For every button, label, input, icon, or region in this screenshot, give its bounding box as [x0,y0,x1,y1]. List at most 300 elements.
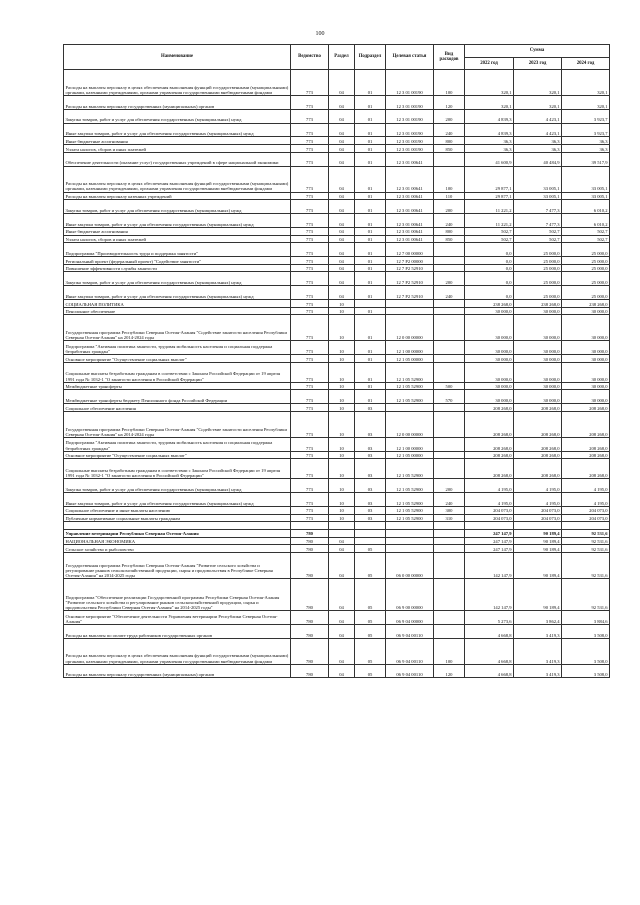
row-razd: 10 [329,355,355,363]
row-podr: 01 [355,192,386,200]
row-sum-2022: 30 000,0 [465,390,514,404]
row-sum-2022: 30 000,0 [465,315,514,341]
row-sum-2024: 3 508,0 [562,624,610,638]
row-sum-2024: 3 508,0 [562,638,610,664]
row-razd: 04 [329,579,355,611]
row-name: Повышение эффективности службы занятости [64,264,291,272]
table-row [64,257,610,265]
row-sum-2024: 204 073,0 [562,506,610,514]
row-sum-2023: 33 005,1 [514,166,562,192]
row-sum-2024: 92 531,6 [562,529,610,537]
row-sum-2024: 25 000,0 [562,264,610,272]
row-podr [355,529,386,537]
row-podr: 05 [355,553,386,579]
row-ved: 773 [291,137,329,145]
row-name: Иные закупки товаров, работ и услуг для обеспечения государственных (муниципальных) нужд [64,493,291,507]
row-name: Подпрограмма "Производительность труда и поддержка занятости" [64,243,291,257]
row-sum-2023: 3 862,4 [514,611,562,625]
row-razd: 10 [329,404,355,412]
row-vr [434,411,465,437]
table-row [64,459,610,479]
header-summa: Сумма [465,45,610,58]
row-cs: 12 3 01 00190 [386,145,434,153]
table-row [64,96,610,110]
page-number: 100 [315,31,325,37]
row-sum-2022: 208 268,0 [465,404,514,412]
row-razd: 10 [329,299,355,307]
row-sum-2022: 208 268,0 [465,459,514,479]
row-sum-2023: 36,3 [514,145,562,153]
row-sum-2024: 208 268,0 [562,404,610,412]
row-sum-2022: 29 877,1 [465,192,514,200]
row-cs: 12 1 05 52900 [386,506,434,514]
row-razd: 04 [329,243,355,257]
table-row [64,437,610,451]
row-name: Иные закупки товаров, работ и услуг для обеспечения государственных (муниципальных) нужд [64,123,291,137]
row-sum-2022: 247 147,9 [465,545,514,553]
row-vr [434,264,465,272]
row-sum-2023: 208 268,0 [514,437,562,451]
row-cs: 12 7 P2 00000 [386,257,434,265]
row-vr [434,522,465,530]
row-podr: 01 [355,227,386,235]
row-ved: 773 [291,286,329,300]
row-ved: 773 [291,243,329,257]
row-razd: 10 [329,514,355,522]
row-sum-2023: 30 000,0 [514,315,562,341]
row-podr: 01 [355,272,386,286]
row-razd: 10 [329,362,355,382]
row-cs [386,404,434,412]
row-sum-2024: 92 531,6 [562,579,610,611]
row-podr: 01 [355,145,386,153]
row-podr: 01 [355,214,386,228]
row-razd: 04 [329,109,355,123]
row-podr: 03 [355,459,386,479]
row-razd [329,522,355,530]
row-name [64,522,291,530]
row-name: Основное мероприятие "Осуществление социальных выплат" [64,355,291,363]
row-cs: 12 1 05 52900 [386,382,434,390]
row-razd: 04 [329,272,355,286]
row-vr: 500 [434,382,465,390]
row-sum-2024: 208 268,0 [562,459,610,479]
row-sum-2022: 0,0 [465,286,514,300]
row-ved: 780 [291,664,329,678]
row-sum-2024: 92 531,6 [562,545,610,553]
table-row [64,299,610,307]
row-sum-2024: 208 268,0 [562,437,610,451]
row-sum-2022: 4 195,0 [465,493,514,507]
row-ved: 773 [291,459,329,479]
row-sum-2022: 0,0 [465,272,514,286]
row-podr: 03 [355,411,386,437]
row-sum-2023: 502,7 [514,235,562,243]
row-sum-2023: 90 189,4 [514,545,562,553]
row-name: Государственная программа Республики Северная Осетия-Алания "Развитие сельского хозяйства и регулирование рынков сельскохозяйственной продукции, сырья и продовольствия в Республике Северная Осетия-Алания" на 2014-2025 годы [64,553,291,579]
row-vr [434,341,465,355]
row-sum-2024: 30 000,0 [562,341,610,355]
row-sum-2022: 0,0 [465,264,514,272]
row-razd: 04 [329,286,355,300]
row-cs: 12 7 P2 52910 [386,286,434,300]
header-razd: Раздел [329,45,355,70]
row-cs: 06 9 04 00110 [386,638,434,664]
table-row [64,493,610,507]
row-razd: 04 [329,264,355,272]
row-podr: 01 [355,315,386,341]
table-row [64,137,610,145]
row-sum-2022: 208 268,0 [465,411,514,437]
row-ved: 780 [291,611,329,625]
table-row [64,272,610,286]
row-sum-2022: 11 221,2 [465,200,514,214]
table-row [64,166,610,192]
row-sum-2024: 36,3 [562,137,610,145]
header-vr: Вид расходов [434,45,465,70]
row-podr: 01 [355,152,386,166]
table-row [64,307,610,315]
row-name: Региональный проект (федеральный проект) "Содействие занятости" [64,257,291,265]
table-row [64,638,610,664]
row-name: СОЦИАЛЬНАЯ ПОЛИТИКА [64,299,291,307]
row-name: Расходы на выплаты персоналу в целях обеспечения выполнения функций государственными (муниципальными) органами, казенными учреждениями, органами управления государственными внебюджетными фондами [64,70,291,96]
row-ved: 773 [291,145,329,153]
row-sum-2022: 238 268,0 [465,299,514,307]
row-cs: 12 3 01 00190 [386,109,434,123]
row-sum-2023: 4 195,0 [514,493,562,507]
row-razd: 04 [329,166,355,192]
table-row [64,611,610,625]
row-sum-2024: 36,3 [562,145,610,153]
row-cs: 12 1 05 52900 [386,479,434,493]
row-vr [434,553,465,579]
row-ved: 773 [291,299,329,307]
row-vr: 240 [434,123,465,137]
row-cs: 12 3 01 00190 [386,123,434,137]
row-razd: 10 [329,479,355,493]
row-sum-2024: 502,7 [562,227,610,235]
row-vr: 110 [434,192,465,200]
row-vr [434,404,465,412]
row-ved: 773 [291,307,329,315]
row-sum-2022: 320,1 [465,70,514,96]
row-cs [386,299,434,307]
row-cs: 12 3 01 00190 [386,96,434,110]
row-ved: 773 [291,109,329,123]
row-sum-2024: 4 195,0 [562,493,610,507]
row-cs: 12 0 00 00000 [386,315,434,341]
row-podr: 03 [355,493,386,507]
row-sum-2022: 208 268,0 [465,451,514,459]
row-ved: 780 [291,624,329,638]
row-razd: 10 [329,411,355,437]
table-row [64,109,610,123]
row-sum-2023: 502,7 [514,227,562,235]
row-sum-2024: 92 531,6 [562,553,610,579]
row-vr: 310 [434,514,465,522]
header-year-2024: 2024 год [562,58,610,70]
row-cs [386,545,434,553]
header-year-2023: 2023 год [514,58,562,70]
row-sum-2023: 320,1 [514,70,562,96]
row-cs: 12 3 01 00641 [386,235,434,243]
row-name: Расходы на выплаты персоналу в целях обеспечения выполнения функций государственными (муниципальными) органами, казенными учреждениями, органами управления государственными внебюджетными фондами [64,166,291,192]
row-sum-2022: 36,3 [465,137,514,145]
row-sum-2022: 30 000,0 [465,362,514,382]
row-sum-2023: 30 000,0 [514,382,562,390]
row-podr [355,299,386,307]
row-podr: 03 [355,506,386,514]
row-ved: 773 [291,200,329,214]
row-cs: 06 0 00 00000 [386,553,434,579]
row-podr: 05 [355,664,386,678]
row-sum-2023: 320,1 [514,96,562,110]
row-sum-2023: 3 419,3 [514,624,562,638]
row-ved: 773 [291,493,329,507]
row-razd: 04 [329,145,355,153]
row-cs: 06 9 04 00110 [386,664,434,678]
row-podr: 01 [355,137,386,145]
row-ved: 780 [291,638,329,664]
header-cs: Целевая статья [386,45,434,70]
row-name: Уплата налогов, сборов и иных платежей [64,145,291,153]
row-sum-2022: 247 147,9 [465,529,514,537]
row-name: Социальное обеспечение населения [64,404,291,412]
row-ved: 773 [291,70,329,96]
row-sum-2023: 36,3 [514,137,562,145]
row-ved: 773 [291,390,329,404]
row-ved: 773 [291,362,329,382]
row-sum-2024: 30 000,0 [562,307,610,315]
row-ved: 773 [291,437,329,451]
table-row [64,264,610,272]
row-name: Подпрограмма "Активная политика занятости, трудовая мобильность населения и социальная поддержка безработных граждан" [64,437,291,451]
row-sum-2023: 25 000,0 [514,257,562,265]
row-razd: 10 [329,390,355,404]
row-sum-2023: 25 000,0 [514,286,562,300]
row-cs: 12 3 01 00641 [386,227,434,235]
table-row [64,355,610,363]
row-vr: 850 [434,145,465,153]
row-vr: 850 [434,235,465,243]
table-row [64,152,610,166]
row-cs: 12 1 05 00000 [386,451,434,459]
row-ved: 773 [291,235,329,243]
row-vr: 100 [434,166,465,192]
row-podr: 01 [355,341,386,355]
row-vr [434,362,465,382]
row-vr: 240 [434,286,465,300]
row-sum-2023: 204 073,0 [514,514,562,522]
row-ved: 780 [291,553,329,579]
row-sum-2023: 3 419,3 [514,638,562,664]
row-podr [355,522,386,530]
row-sum-2023: 40 484,9 [514,152,562,166]
row-sum-2022 [465,522,514,530]
row-razd: 04 [329,624,355,638]
row-sum-2024: 3 923,7 [562,123,610,137]
row-razd: 04 [329,137,355,145]
row-vr: 100 [434,70,465,96]
row-sum-2024: 25 000,0 [562,272,610,286]
row-razd [329,529,355,537]
row-name: Межбюджетные трансферты [64,382,291,390]
row-vr: 570 [434,390,465,404]
row-name: НАЦИОНАЛЬНАЯ ЭКОНОМИКА [64,537,291,545]
row-vr [434,459,465,479]
row-vr [434,529,465,537]
row-sum-2022: 142 147,9 [465,579,514,611]
row-cs: 12 1 00 00000 [386,341,434,355]
row-vr: 300 [434,506,465,514]
row-cs: 12 1 05 00000 [386,355,434,363]
row-sum-2023: 33 005,1 [514,192,562,200]
row-vr [434,545,465,553]
row-sum-2022: 320,1 [465,96,514,110]
row-sum-2023: 208 268,0 [514,404,562,412]
row-cs: 12 1 05 52900 [386,493,434,507]
row-cs: 12 1 05 52900 [386,514,434,522]
row-podr: 01 [355,382,386,390]
row-name: Закупка товаров, работ и услуг для обеспечения государственных (муниципальных) нужд [64,200,291,214]
row-podr: 01 [355,166,386,192]
row-vr: 800 [434,137,465,145]
row-sum-2022: 142 147,9 [465,553,514,579]
row-name: Социальные выплаты безработным гражданам в соответствии с Законом Российской Федерации от 19 апреля 1991 года № 1032-1 "О занятости населения в Российской Федерации" [64,362,291,382]
row-sum-2022: 204 073,0 [465,514,514,522]
row-podr: 05 [355,545,386,553]
row-sum-2024: 320,1 [562,96,610,110]
row-sum-2024: 30 000,0 [562,382,610,390]
row-sum-2024: 3 508,0 [562,664,610,678]
row-ved: 773 [291,479,329,493]
row-sum-2022: 0,0 [465,243,514,257]
row-sum-2022: 11 221,2 [465,214,514,228]
row-podr: 05 [355,611,386,625]
row-sum-2024: 30 000,0 [562,355,610,363]
row-razd: 04 [329,553,355,579]
row-name: Социальное обеспечение и иные выплаты населению [64,506,291,514]
row-sum-2023: 30 000,0 [514,341,562,355]
row-sum-2023: 30 000,0 [514,362,562,382]
row-cs: 12 3 01 00641 [386,214,434,228]
row-cs: 12 1 05 52900 [386,390,434,404]
table-row [64,315,610,341]
row-cs: 12 3 01 00190 [386,137,434,145]
row-razd: 04 [329,152,355,166]
row-ved: 773 [291,341,329,355]
row-name: Обеспечение деятельности (оказание услуг) государственных учреждений в сфере национальной экономики [64,152,291,166]
row-razd: 04 [329,200,355,214]
row-sum-2023: 30 000,0 [514,307,562,315]
row-podr: 01 [355,200,386,214]
header-podr: Подраздел [355,45,386,70]
row-razd: 10 [329,315,355,341]
row-podr: 01 [355,257,386,265]
row-podr: 03 [355,479,386,493]
table-row [64,522,610,530]
row-vr [434,257,465,265]
row-vr: 200 [434,272,465,286]
row-podr: 05 [355,638,386,664]
row-vr [434,611,465,625]
row-sum-2023: 208 268,0 [514,459,562,479]
row-razd: 04 [329,227,355,235]
row-cs: 06 9 00 00000 [386,579,434,611]
row-sum-2022: 36,3 [465,145,514,153]
row-razd: 10 [329,451,355,459]
row-vr: 200 [434,200,465,214]
row-sum-2023: 3 419,3 [514,664,562,678]
table-row [64,411,610,437]
table-row [64,145,610,153]
row-ved: 773 [291,411,329,437]
row-sum-2024: 208 268,0 [562,411,610,437]
row-sum-2022: 4 668,8 [465,664,514,678]
row-podr: 01 [355,390,386,404]
table-row [64,451,610,459]
row-sum-2023: 204 073,0 [514,506,562,514]
row-razd: 04 [329,257,355,265]
row-name: Иные бюджетные ассигнования [64,227,291,235]
row-podr: 01 [355,355,386,363]
row-sum-2022: 4 839,3 [465,109,514,123]
row-ved: 773 [291,96,329,110]
row-ved: 773 [291,227,329,235]
row-name: Сельское хозяйство и рыболовство [64,545,291,553]
row-name: Расходы на выплаты персоналу государственных (муниципальных) органов [64,96,291,110]
row-vr [434,437,465,451]
row-sum-2023: 208 268,0 [514,451,562,459]
header-name: Наименование [64,45,291,70]
row-vr: 200 [434,109,465,123]
row-sum-2023: 90 189,4 [514,537,562,545]
row-sum-2022: 4 668,8 [465,638,514,664]
table-row [64,382,610,390]
row-sum-2024: 30 000,0 [562,390,610,404]
row-vr [434,299,465,307]
row-sum-2022: 502,7 [465,227,514,235]
row-vr [434,624,465,638]
row-razd: 10 [329,382,355,390]
row-ved: 773 [291,152,329,166]
row-ved: 773 [291,272,329,286]
row-sum-2024 [562,522,610,530]
budget-table [63,44,610,678]
row-name: Иные закупки товаров, работ и услуг для обеспечения государственных (муниципальных) нужд [64,214,291,228]
row-podr: 01 [355,109,386,123]
row-sum-2024: 33 005,1 [562,166,610,192]
table-row [64,514,610,522]
row-cs: 06 9 04 00110 [386,624,434,638]
row-cs [386,537,434,545]
row-name: Закупка товаров, работ и услуг для обеспечения государственных (муниципальных) нужд [64,109,291,123]
row-cs: 12 3 01 00641 [386,166,434,192]
row-sum-2023: 30 000,0 [514,390,562,404]
row-vr [434,537,465,545]
row-name: Государственная программа Республики Северная Осетия-Алания "Содействие занятости населения Республики Северная Осетия-Алания" на 2014-2024 годы [64,411,291,437]
row-sum-2023: 4 423,1 [514,109,562,123]
header-ved: Ведомство [291,45,329,70]
row-sum-2024: 4 195,0 [562,479,610,493]
table-row [64,227,610,235]
row-sum-2023: 7 477,3 [514,200,562,214]
row-razd: 04 [329,664,355,678]
row-name: Социальные выплаты безработным гражданам в соответствии с Законом Российской Федерации от 19 апреля 1991 года № 1032-1 "О занятости населения в Российской Федерации" [64,459,291,479]
row-ved: 773 [291,404,329,412]
row-name: Государственная программа Республики Северная Осетия-Алания "Содействие занятости населения Республики Северная Осетия-Алания" на 2014-2024 годы [64,315,291,341]
